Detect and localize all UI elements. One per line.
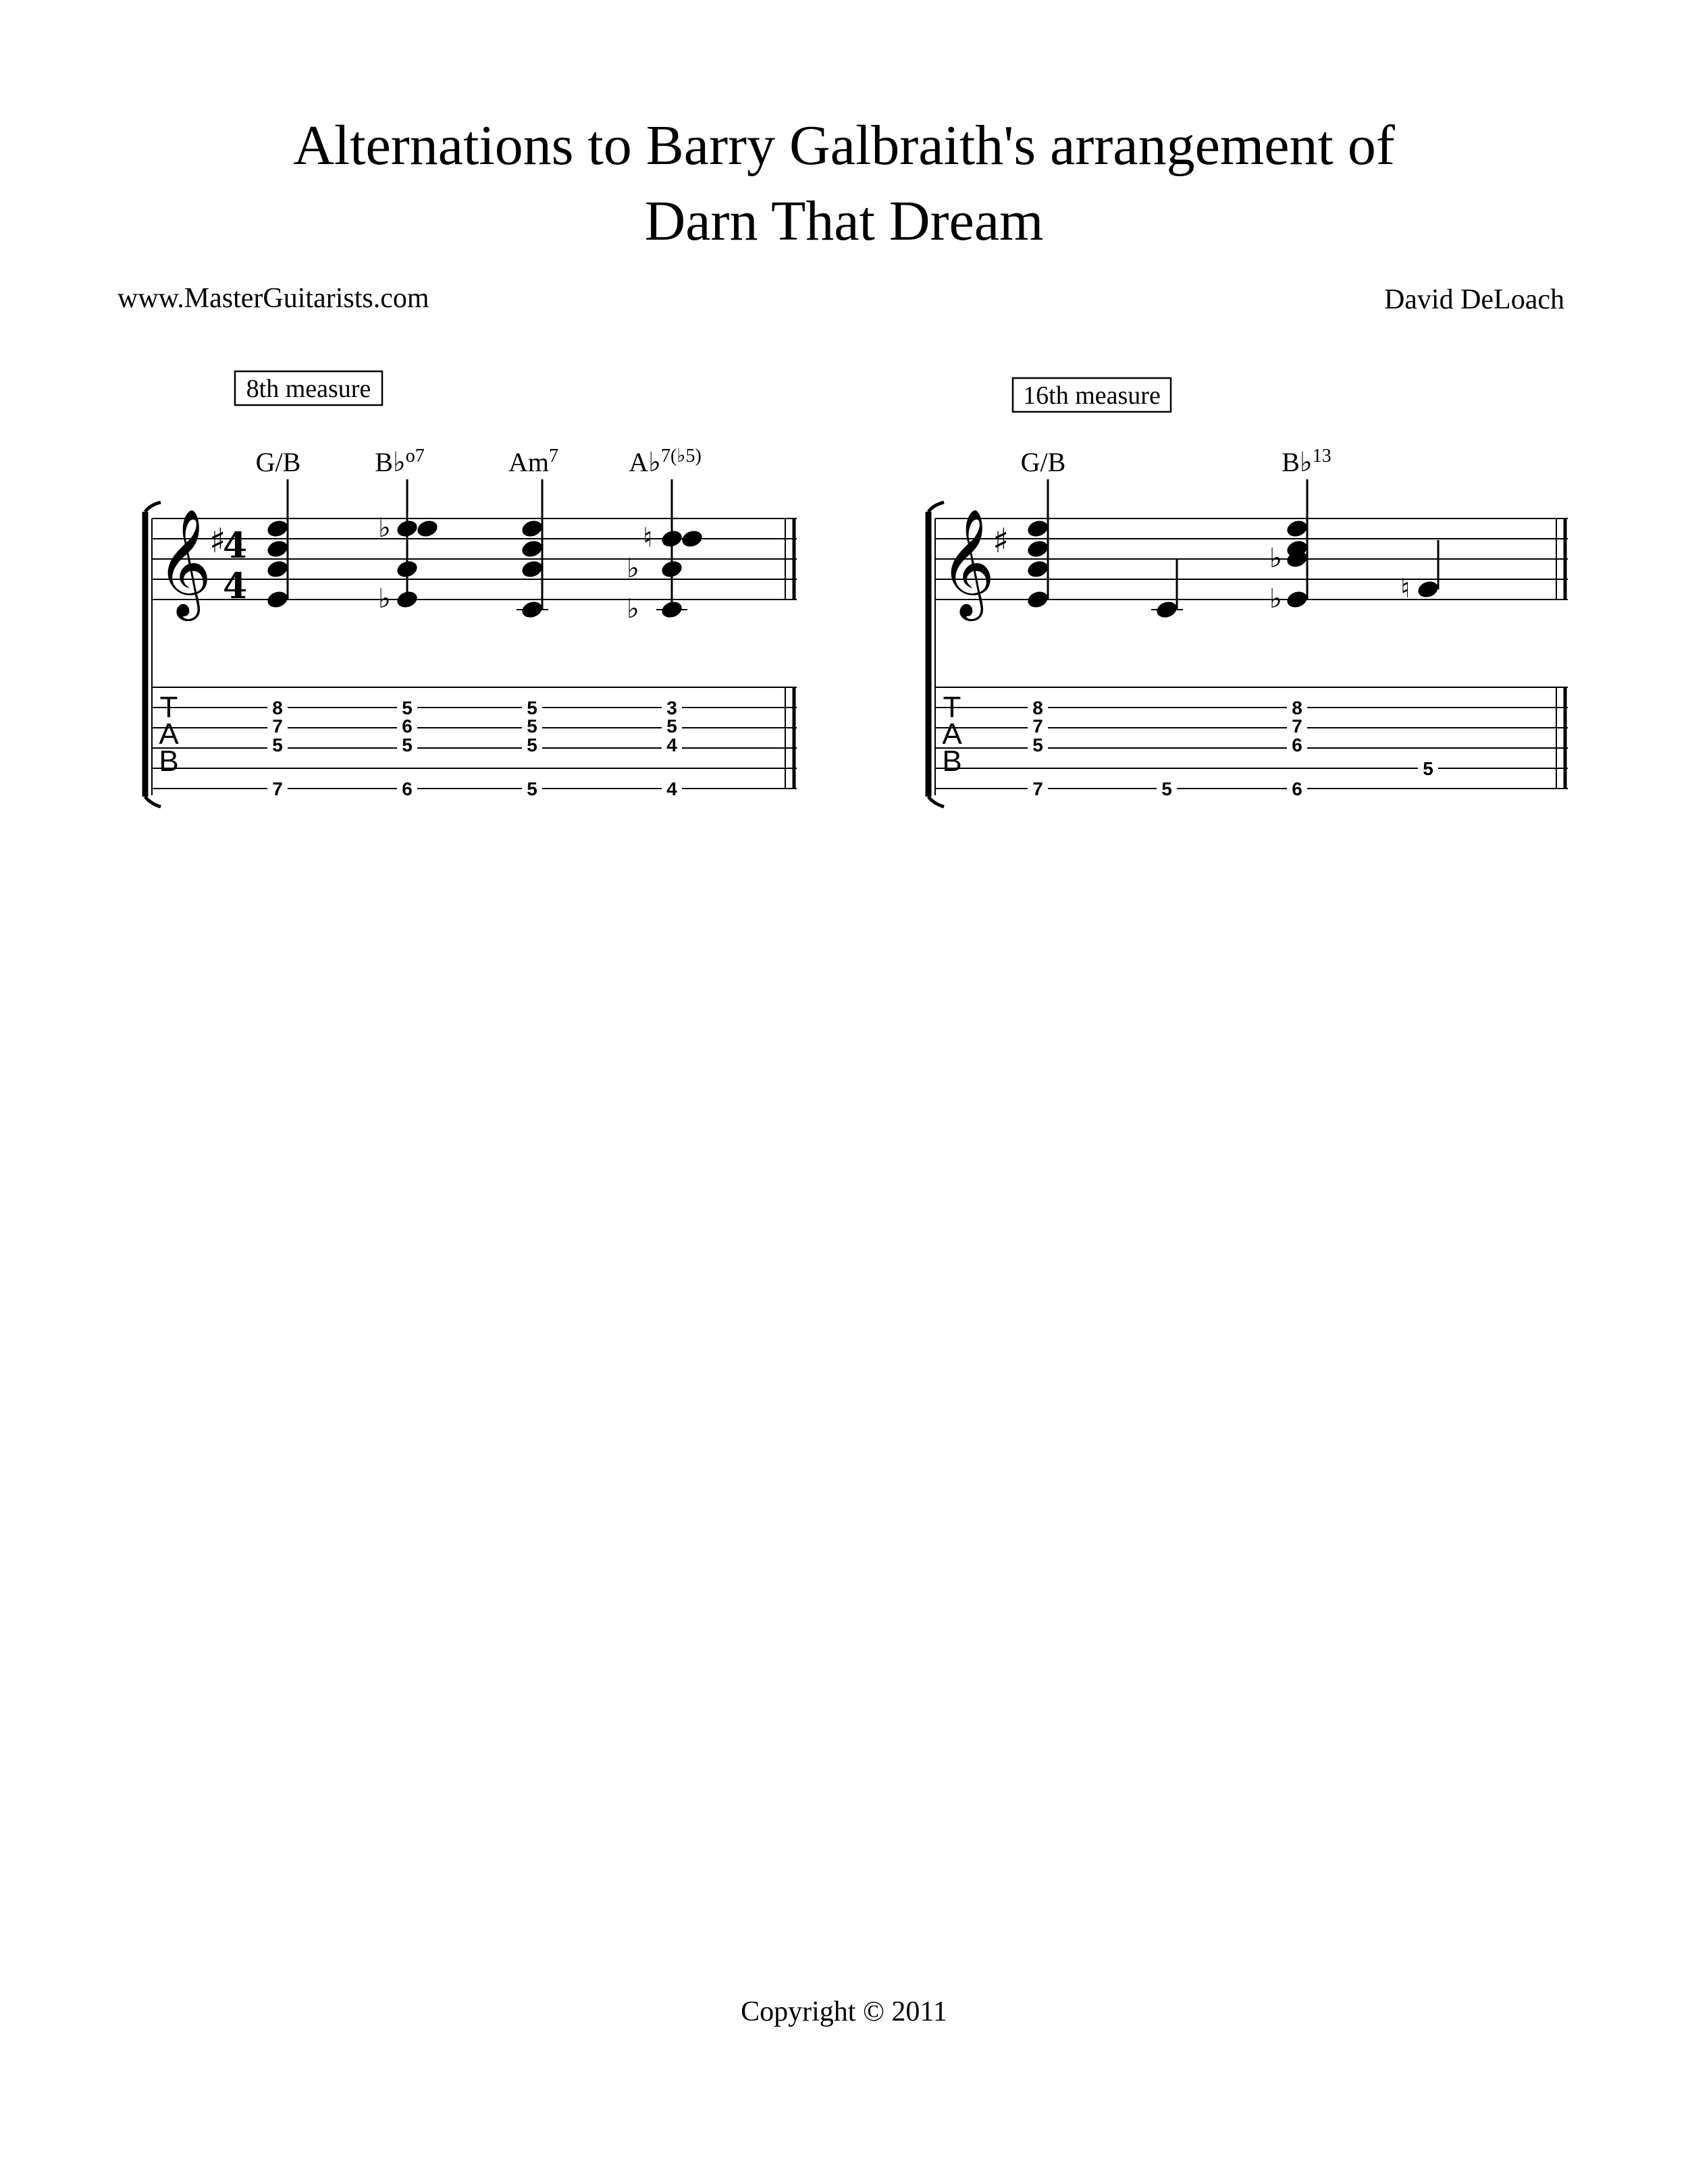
svg-text:5: 5 [527,716,537,737]
notehead-chord [1026,479,1050,610]
svg-text:6: 6 [1292,778,1302,799]
system-2 [928,378,1568,807]
svg-text:8: 8 [272,697,283,718]
svg-text:A: A [942,718,962,751]
svg-text:7: 7 [1032,778,1043,799]
tab-numbers [267,693,682,799]
svg-text:7: 7 [272,716,283,737]
svg-text:3: 3 [666,697,677,718]
sharp-icon: ♯ [209,521,226,560]
treble-clef-icon: 𝄞 [157,508,212,616]
svg-text:B: B [159,745,179,778]
notehead-chord [265,479,290,610]
svg-text:7: 7 [1292,716,1302,737]
svg-text:5: 5 [1423,758,1433,779]
sharp-icon: ♯ [993,521,1009,560]
svg-text:6: 6 [402,716,413,737]
chord-symbol: B♭$^{13}$ [1282,446,1331,477]
composer-credit: David DeLoach [1383,284,1564,315]
title-line-1: Alternations to Barry Galbraith's arrangement of [293,114,1395,177]
tab-staff [152,687,797,789]
svg-text:5: 5 [527,778,537,799]
chord-symbol: B♭$^{o7}$ [375,446,425,477]
system-1 [145,371,797,807]
flat-icon: ♭ [627,593,639,624]
svg-text:B: B [942,745,962,778]
music-notation [0,0,1688,878]
title-line-2: Darn That Dream [644,190,1044,252]
rehearsal-label: 16th measure [1023,381,1161,410]
time-signature-bottom: 4 [223,566,248,607]
svg-text:7: 7 [272,778,283,799]
website-credit: www.MasterGuitarists.com [117,283,429,314]
tab-numbers [1028,693,1438,799]
notehead-chord [1269,479,1309,614]
flat-icon: ♭ [378,512,391,543]
svg-text:6: 6 [1292,735,1302,755]
chord-symbol: Am$^7$ [508,446,558,477]
staff [152,518,797,795]
svg-text:5: 5 [402,735,413,755]
svg-text:6: 6 [402,778,413,799]
svg-text:5: 5 [527,697,537,718]
svg-text:8: 8 [1292,697,1302,718]
note [1400,540,1440,604]
flat-icon: ♭ [627,553,639,584]
svg-text:5: 5 [1161,778,1172,799]
time-signature-top: 4 [223,525,248,566]
svg-text:T: T [943,691,961,724]
tab-clef [159,691,179,778]
flat-icon: ♭ [378,583,391,614]
tab-clef [942,691,962,778]
note [1151,559,1183,620]
chord-symbol: A♭$^{7(♭5)}$ [629,446,702,477]
svg-text:5: 5 [402,697,413,718]
flat-icon: ♭ [1269,583,1282,614]
natural-icon: ♮ [643,523,653,554]
natural-icon: ♮ [1400,573,1410,604]
svg-text:4: 4 [666,778,677,799]
notehead-chord [378,479,440,614]
svg-text:5: 5 [272,735,283,755]
svg-text:T: T [159,691,178,724]
flat-icon: ♭ [1269,543,1282,574]
chord-symbol: G/B [255,447,301,477]
svg-text:4: 4 [666,735,677,755]
svg-text:5: 5 [1032,735,1043,755]
svg-text:7: 7 [1032,716,1043,737]
treble-clef-icon: 𝄞 [940,508,995,616]
chord-symbol: G/B [1020,447,1066,477]
svg-text:A: A [159,718,179,751]
copyright-notice: Copyright © 2011 [741,1996,947,2027]
rehearsal-label: 8th measure [246,375,371,403]
notehead-chord [627,479,704,624]
svg-text:5: 5 [527,735,537,755]
svg-text:5: 5 [666,716,677,737]
svg-text:8: 8 [1032,697,1043,718]
